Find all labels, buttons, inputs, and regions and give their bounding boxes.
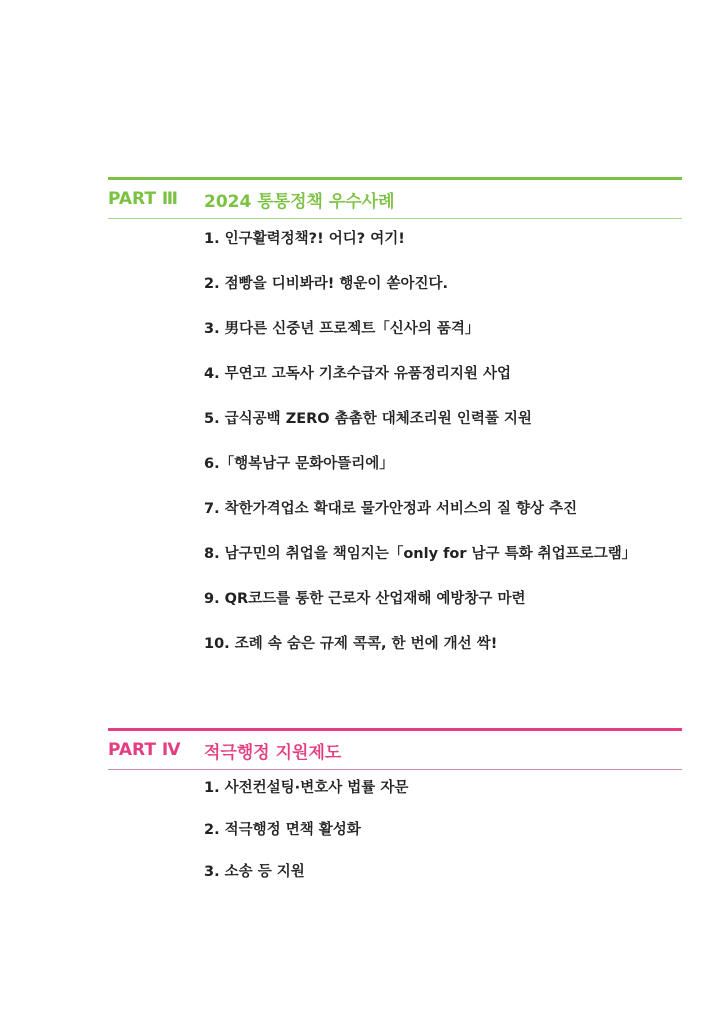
part3-label: PART Ⅲ [108, 189, 178, 209]
list-item: 9. QR코드를 통한 근로자 산업재해 예방창구 마련 [204, 591, 526, 607]
list-item: 2. 점빵을 디비봐라! 행운이 쏟아진다. [204, 276, 449, 292]
list-item: 3. 소송 등 지원 [204, 864, 305, 880]
list-item: 6.「행복남구 문화아뜰리에」 [204, 456, 394, 472]
part4-title: 적극행정 지원제도 [204, 742, 342, 763]
list-item: 3. 男다른 신중년 프로젝트「신사의 품격」 [204, 321, 480, 337]
part4-item-list [108, 770, 682, 904]
part4-label: PART Ⅳ [108, 740, 181, 760]
list-item: 4. 무연고 고독사 기초수급자 유품정리지원 사업 [204, 366, 511, 382]
list-item: 2. 적극행정 면책 활성화 [204, 822, 361, 838]
part4-header [108, 731, 682, 769]
list-item: 10. 조례 속 숨은 규제 콕콕, 한 번에 개선 싹! [204, 636, 498, 652]
list-item: 5. 급식공백 ZERO 촘촘한 대체조리원 인력풀 지원 [204, 411, 532, 427]
list-item: 1. 사전컨설팅·변호사 법률 자문 [204, 780, 409, 796]
part3-section [108, 177, 682, 679]
part3-title: 2024 통통정책 우수사례 [204, 191, 395, 212]
list-item: 7. 착한가격업소 확대로 물가안정과 서비스의 질 향상 추진 [204, 501, 578, 517]
part3-item-list [108, 219, 682, 679]
list-item: 1. 인구활력정책?! 어디? 여기! [204, 231, 405, 247]
part4-section [108, 728, 682, 904]
list-item: 8. 남구민의 취업을 책임지는「only for 남구 특화 취업프로그램」 [204, 546, 637, 562]
part3-header [108, 180, 682, 218]
